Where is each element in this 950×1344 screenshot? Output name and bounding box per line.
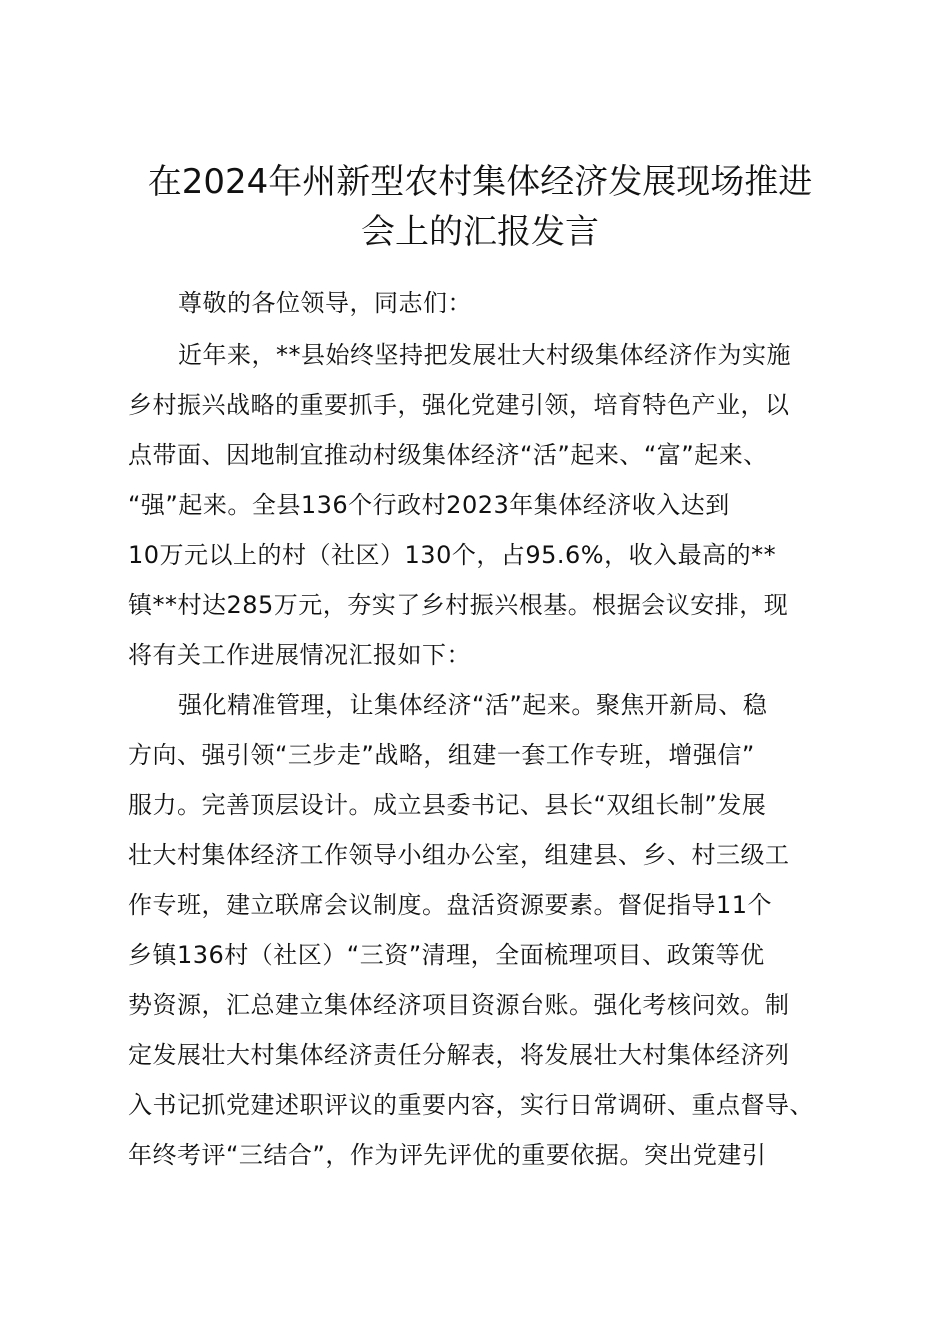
title-line-1: 在2024年州新型农村集体经济发展现场推进 bbox=[147, 162, 813, 202]
document-title bbox=[120, 157, 840, 257]
paragraph-1-line: 将有关工作进展情况汇报如下： bbox=[128, 641, 471, 669]
paragraph-2-line: 强化精准管理，让集体经济“活”起来。聚焦开新局、稳 bbox=[178, 691, 768, 719]
paragraph-1-line: “强”起来。全县136个行政村2023年集体经济收入达到 bbox=[128, 491, 730, 519]
paragraph-2-line: 乡镇136村（社区）“三资”清理，全面梳理项目、政策等优 bbox=[128, 941, 765, 969]
paragraph-2-line: 服力。完善顶层设计。成立县委书记、县长“双组长制”发展 bbox=[128, 791, 767, 819]
title-line-2: 会上的汇报发言 bbox=[361, 212, 599, 252]
paragraph-2-line: 壮大村集体经济工作领导小组办公室，组建县、乡、村三级工 bbox=[128, 841, 790, 869]
paragraph-2-line: 年终考评“三结合”，作为评先评优的重要依据。突出党建引 bbox=[128, 1141, 767, 1169]
paragraph-1-line: 点带面、因地制宜推动村级集体经济“活”起来、“富”起来、 bbox=[128, 441, 768, 469]
paragraph-1-line: 10万元以上的村（社区）130个，占95.6%，收入最高的** bbox=[128, 541, 777, 569]
paragraph-2-line: 作专班，建立联席会议制度。盘活资源要素。督促指导11个 bbox=[128, 891, 773, 919]
salutation: 尊敬的各位领导，同志们： bbox=[178, 289, 472, 317]
paragraph-2-line: 入书记抓党建述职评议的重要内容，实行日常调研、重点督导、 bbox=[128, 1091, 814, 1119]
paragraph-1-line: 镇**村达285万元，夯实了乡村振兴根基。根据会议安排，现 bbox=[128, 591, 789, 619]
paragraph-1-line: 近年来，**县始终坚持把发展壮大村级集体经济作为实施 bbox=[178, 341, 791, 369]
paragraph-2-line: 方向、强引领“三步走”战略，组建一套工作专班，增强信” bbox=[128, 741, 755, 769]
paragraph-1-line: 乡村振兴战略的重要抓手，强化党建引领，培育特色产业，以 bbox=[128, 391, 790, 419]
paragraph-2-line: 定发展壮大村集体经济责任分解表，将发展壮大村集体经济列 bbox=[128, 1041, 790, 1069]
paragraph-2-line: 势资源，汇总建立集体经济项目资源台账。强化考核问效。制 bbox=[128, 991, 790, 1019]
